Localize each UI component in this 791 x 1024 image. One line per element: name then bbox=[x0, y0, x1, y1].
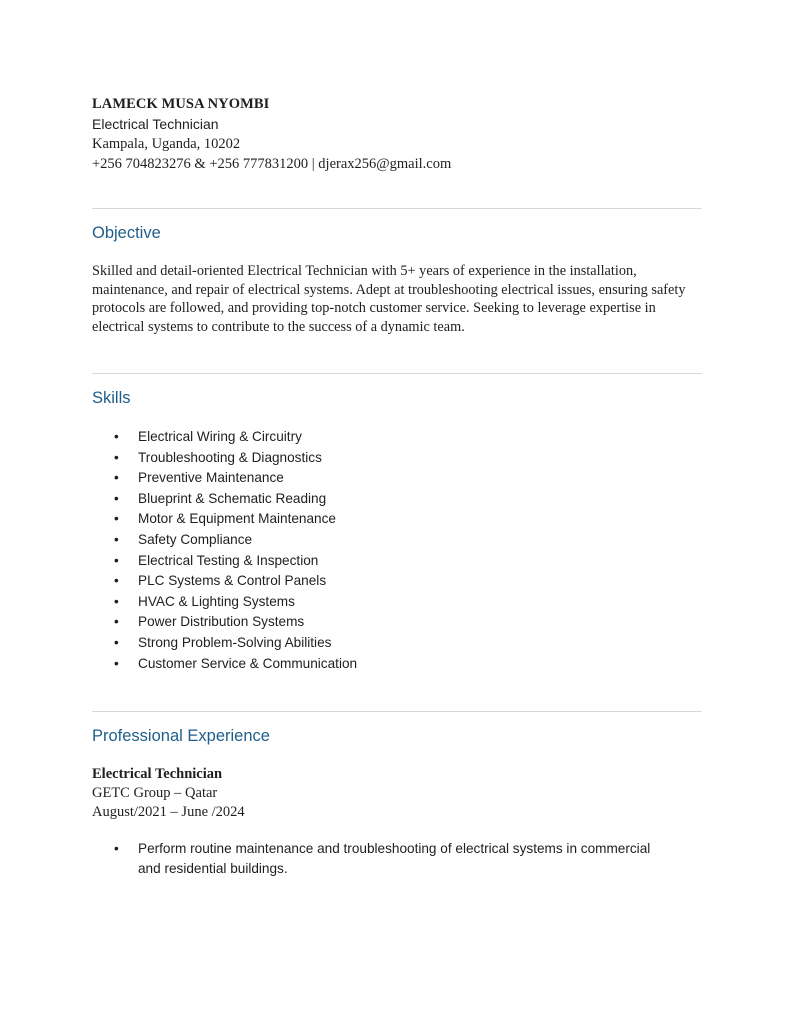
bullet-glyph: • bbox=[114, 573, 119, 589]
bullet-glyph: • bbox=[114, 470, 119, 486]
list-item bbox=[112, 592, 357, 613]
skill-label: HVAC & Lighting Systems bbox=[138, 593, 295, 609]
skill-label: Electrical Testing & Inspection bbox=[138, 552, 319, 568]
bullet-glyph: • bbox=[114, 552, 119, 568]
list-item bbox=[112, 571, 357, 592]
list-item bbox=[112, 448, 357, 469]
skill-label: Power Distribution Systems bbox=[138, 614, 305, 630]
list-item bbox=[112, 530, 357, 551]
experience-company: GETC Group – Qatar bbox=[92, 785, 218, 801]
objective-heading: Objective bbox=[92, 224, 161, 242]
list-item bbox=[112, 633, 357, 654]
skill-label: Blueprint & Schematic Reading bbox=[138, 490, 327, 506]
bullet-glyph: • bbox=[114, 593, 119, 609]
skill-label: PLC Systems & Control Panels bbox=[138, 573, 327, 589]
resume-header bbox=[92, 94, 712, 174]
skill-label: Troubleshooting & Diagnostics bbox=[138, 449, 322, 465]
skills-heading: Skills bbox=[92, 389, 131, 407]
objective-text: Skilled and detail-oriented Electrical Technician with 5+ years of experience in the installation, maintenance, and repair of electrical systems. Adept at troubleshooting electrical issues, ensuring safety protocols are followed, and providing top-notch customer service. Seeking to leverage expertise in electrical systems to contribute to the success of a dynamic team. bbox=[92, 263, 686, 335]
skills-list bbox=[112, 427, 357, 674]
list-item bbox=[112, 427, 357, 448]
list-item bbox=[112, 489, 357, 510]
experience-job-title: Electrical Technician bbox=[92, 766, 223, 782]
candidate-name: LAMECK MUSA NYOMBI bbox=[92, 96, 270, 112]
list-item bbox=[112, 551, 357, 572]
divider-skills bbox=[92, 373, 702, 374]
skill-label: Safety Compliance bbox=[138, 531, 253, 547]
skill-label: Motor & Equipment Maintenance bbox=[138, 511, 336, 527]
bullet-glyph: • bbox=[114, 634, 119, 650]
candidate-location: Kampala, Uganda, 10202 bbox=[92, 136, 241, 152]
bullet-glyph: • bbox=[114, 449, 119, 465]
candidate-contact: +256 704823276 & +256 777831200 | djerax256@gmail.com bbox=[92, 156, 452, 172]
experience-dates: August/2021 – June /2024 bbox=[92, 804, 245, 820]
skill-label: Electrical Wiring & Circuitry bbox=[138, 429, 302, 444]
experience-bullets bbox=[112, 839, 652, 879]
bullet-glyph: • bbox=[114, 429, 119, 444]
bullet-glyph: • bbox=[114, 490, 119, 506]
bullet-glyph: • bbox=[114, 511, 119, 527]
skill-label: Preventive Maintenance bbox=[138, 470, 284, 486]
list-item bbox=[112, 612, 357, 633]
experience-entry bbox=[92, 765, 704, 822]
skill-label: Strong Problem-Solving Abilities bbox=[138, 634, 332, 650]
experience-bullet-text: Perform routine maintenance and troubleshooting of electrical systems in commercial and residential buildings. bbox=[138, 841, 651, 876]
divider-objective bbox=[92, 208, 702, 209]
bullet-glyph: • bbox=[114, 531, 119, 547]
skill-label: Customer Service & Communication bbox=[138, 655, 358, 671]
candidate-job-title: Electrical Technician bbox=[92, 116, 219, 132]
bullet-glyph: • bbox=[114, 614, 119, 630]
bullet-glyph: • bbox=[114, 655, 119, 671]
bullet-glyph: • bbox=[114, 841, 119, 856]
experience-heading: Professional Experience bbox=[92, 727, 270, 745]
list-item bbox=[112, 509, 357, 530]
list-item bbox=[112, 839, 652, 879]
list-item bbox=[112, 654, 357, 675]
list-item bbox=[112, 468, 357, 489]
divider-experience bbox=[92, 711, 702, 712]
